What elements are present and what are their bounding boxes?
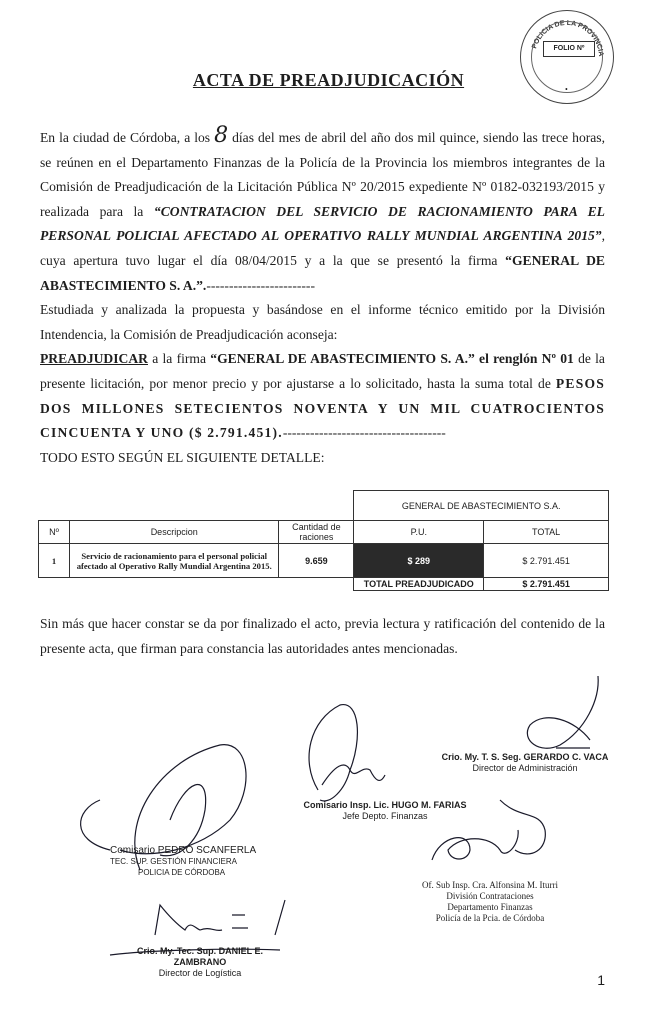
row-qty: 9.659 xyxy=(279,544,354,578)
svg-text:POLICIA DE LA PROVINCIA: POLICIA DE LA PROVINCIA xyxy=(531,19,605,57)
paragraph-award: PREADJUDICAR a la firma “GENERAL DE ABASTECIMIENTO S. A.” el renglón Nº 01 de la presente licitación, por menor precio y por ajustarse a lo solicitado, hasta la suma total de PESOS DOS MILLONES SETECIENTOS NOVENTA Y UN MIL CUATROCIENTOS CINCUENTA Y UNO ($ 2.791.451).------------------------------------ xyxy=(40,351,605,441)
paragraph-opening: En la ciudad de Córdoba, a los 8 días del mes de abril del año dos mil quince, siendo las trece horas, se reúnen en el Departamento Finanzas de la Policía de la Provincia los miembros integrantes de la Comisión de Preadjudicación de la Licitación Pública Nº 20/2015 expediente Nº 0182-032193/2015 y realizada para la “CONTRATACION DEL SERVICIO DE RACIONAMIENTO PARA EL PERSONAL POLICIAL AFECTADO AL OPERATIVO RALLY MUNDIAL ARGENTINA 2015”, cuya apertura tuvo lugar el día 08/04/2015 y a la que se presentó la firma “GENERAL DE ABASTECIMIENTO S. A.”.------------------------ xyxy=(40,123,606,293)
document-body xyxy=(40,123,606,470)
table-row xyxy=(39,544,609,578)
contract-name: “CONTRATACION DEL SERVICIO DE RACIONAMIENTO PARA EL PERSONAL POLICIAL AFECTADO AL OPERATIVO RALLY MUNDIAL ARGENTINA 2015” xyxy=(40,203,605,244)
header-total: TOTAL xyxy=(484,521,609,544)
signature-vaca: Crio. My. T. S. Seg. GERARDO C. VACA Director de Administración xyxy=(441,752,609,773)
stamp-dot: • xyxy=(565,85,568,94)
footer-label: TOTAL PREADJUDICADO xyxy=(354,578,484,591)
row-pu: $ 289 xyxy=(354,544,484,578)
header-qty: Cantidad de raciones xyxy=(279,521,354,544)
signature-iturri: Of. Sub Insp. Cra. Alfonsina M. Iturri División Contrataciones Departamento Finanzas Policía de la Pcia. de Córdoba xyxy=(422,880,558,923)
header-pu: P.U. xyxy=(354,521,484,544)
signature-farias: Comisario Insp. Lic. HUGO M. FARIAS Jefe Depto. Finanzas xyxy=(303,800,467,821)
award-amount: PESOS DOS MILLONES SETECIENTOS NOVENTA Y UN MIL CUATROCIENTOS CINCUENTA Y UNO ($ 2.791.451). xyxy=(40,375,605,441)
header-desc: Descripcion xyxy=(69,521,279,544)
paragraph-detail: TODO ESTO SEGÚN EL SIGUIENTE DETALLE: xyxy=(40,449,325,465)
supplier-header: GENERAL DE ABASTECIMIENTO S.A. xyxy=(354,491,609,521)
signature-scanferla: Comisario PEDRO SCANFERLA TEC. SUP. GESTIÓN FINANCIERA POLICIA DE CÓRDOBA xyxy=(110,845,257,877)
page-number: 1 xyxy=(597,972,605,988)
signature-zambrano: Crio. My. Tec. Sup. DANIEL E. ZAMBRANO Director de Logística xyxy=(136,946,264,978)
row-total: $ 2.791.451 xyxy=(484,544,609,578)
detail-table xyxy=(38,490,609,591)
firm-name: “GENERAL DE ABASTECIMIENTO S. A.”. xyxy=(40,252,606,293)
header-num: Nº xyxy=(39,521,70,544)
stamp-folio-label: FOLIO Nº xyxy=(543,41,595,57)
row-num: 1 xyxy=(39,544,70,578)
row-desc: Servicio de racionamiento para el personal policial afectado al Operativo Rally Mundial Argentina 2015. xyxy=(69,544,279,578)
handwritten-day: 8 xyxy=(214,123,229,148)
closing-paragraph: Sin más que hacer constar se da por finalizado el acto, previa lectura y ratificación del contenido de la presente acta, que firman para constancia las autoridades antes mencionadas. xyxy=(40,616,605,656)
document-title: ACTA DE PREADJUDICACIÓN xyxy=(192,70,465,90)
paragraph-analysis: Estudiada y analizada la propuesta y basándose en el informe técnico emitido por la División Intendencia, la Comisión de Preadjudicación aconseja: xyxy=(40,302,605,342)
footer-value: $ 2.791.451 xyxy=(484,578,609,591)
preadjudicar-label: PREADJUDICAR xyxy=(40,351,148,367)
